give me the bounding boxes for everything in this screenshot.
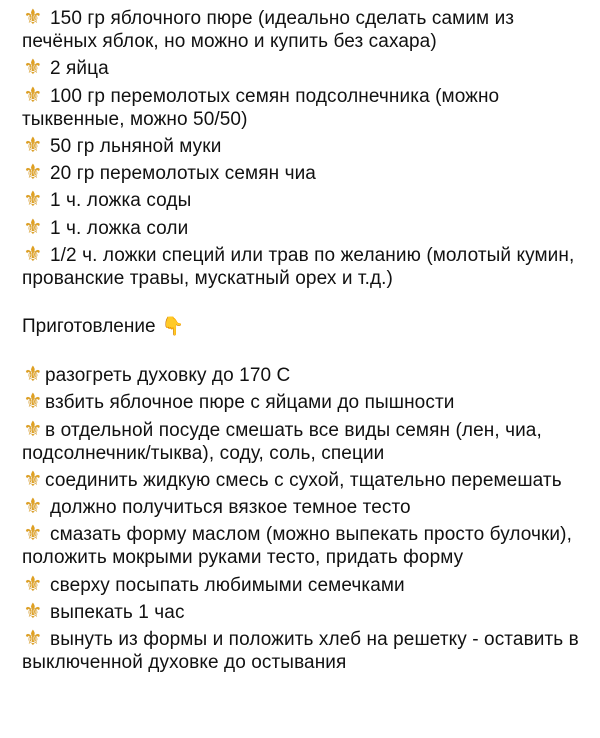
fleur-de-lis-icon: ⚜: [23, 521, 43, 546]
fleur-de-lis-icon: ⚜: [23, 55, 43, 80]
fleur-de-lis-icon: ⚜: [23, 5, 43, 29]
ingredient-text: 1 ч. ложка соды: [50, 190, 192, 212]
step-item: [22, 573, 582, 597]
preparation-title: Приготовление: [22, 316, 156, 337]
preparation-steps: [22, 363, 582, 678]
ingredient-item: [22, 188, 582, 212]
ingredient-text: 1 ч. ложка соли: [50, 217, 189, 239]
fleur-de-lis-icon: ⚜: [23, 626, 43, 651]
step-item: [22, 418, 582, 465]
ingredient-text: 50 гр льняной муки: [50, 135, 222, 157]
fleur-de-lis-icon: ⚜: [23, 242, 43, 267]
ingredient-item: [22, 56, 582, 80]
step-item: [22, 363, 582, 387]
step-text: соединить жидкую смесь с сухой, тщательно перемешать: [45, 469, 562, 491]
fleur-de-lis-icon: ⚜: [23, 132, 43, 157]
ingredient-item: [22, 6, 582, 53]
step-text: вынуть из формы и положить хлеб на решетку - оставить в выключенной духовке до остывания: [22, 629, 579, 674]
ingredient-text: 20 гр перемолотых семян чиа: [50, 163, 316, 185]
preparation-heading: [22, 315, 184, 338]
ingredient-text: 2 яйца: [50, 58, 109, 80]
ingredient-item: [22, 216, 582, 240]
step-item: [22, 495, 582, 519]
ingredient-item: [22, 84, 582, 131]
ingredient-item: [22, 161, 582, 185]
step-text: сверху посыпать любимыми семечками: [50, 574, 405, 596]
fleur-de-lis-icon: ⚜: [23, 362, 43, 386]
ingredients-list: [22, 6, 582, 293]
fleur-de-lis-icon: ⚜: [23, 599, 43, 624]
ingredient-text: 100 гр перемолотых семян подсолнечника (можно тыквенные, можно 50/50): [22, 85, 500, 130]
fleur-de-lis-icon: ⚜: [23, 160, 43, 185]
step-item: [22, 468, 582, 492]
step-text: должно получиться вязкое темное тесто: [50, 497, 411, 519]
fleur-de-lis-icon: ⚜: [23, 82, 43, 107]
fleur-de-lis-icon: ⚜: [23, 416, 43, 441]
step-item: [22, 600, 582, 624]
step-item: [22, 627, 582, 674]
step-text: выпекать 1 час: [50, 602, 185, 624]
step-item: [22, 522, 582, 569]
step-text: разогреть духовку до 170 С: [45, 365, 291, 386]
ingredient-item: [22, 134, 582, 158]
fleur-de-lis-icon: ⚜: [23, 466, 43, 491]
ingredient-text: 1/2 ч. ложки специй или трав по желанию (молотый кумин, прованские травы, мускатный орех и т.д.): [22, 245, 575, 290]
step-text: взбить яблочное пюре с яйцами до пышности: [45, 392, 455, 414]
fleur-de-lis-icon: ⚜: [23, 494, 43, 519]
ingredient-item: [22, 243, 582, 290]
fleur-de-lis-icon: ⚜: [23, 389, 43, 414]
step-text: смазать форму маслом (можно выпекать просто булочки), положить мокрыми руками тесто, придать форму: [22, 524, 572, 569]
step-text: в отдельной посуде смешать все виды семян (лен, чиа, подсолнечник/тыква), соду, соль, специи: [22, 419, 542, 464]
fleur-de-lis-icon: ⚜: [23, 187, 43, 212]
pointing-down-hand-icon: 👇: [161, 316, 184, 337]
fleur-de-lis-icon: ⚜: [23, 571, 43, 596]
fleur-de-lis-icon: ⚜: [23, 214, 43, 239]
step-item: [22, 390, 582, 414]
ingredient-text: 150 гр яблочного пюре (идеально сделать самим из печёных яблок, но можно и купить без сахара): [22, 8, 515, 52]
